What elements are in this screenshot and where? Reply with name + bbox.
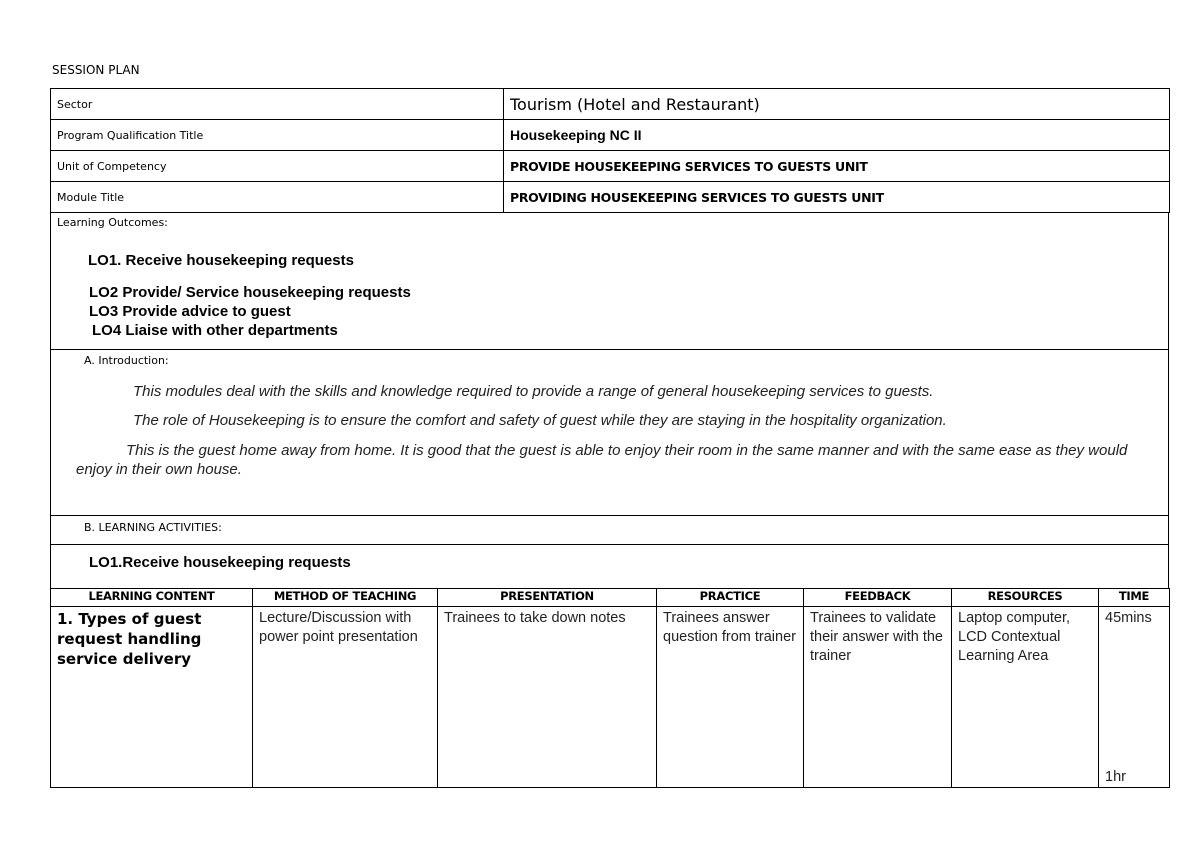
column-header: FEEDBACK (804, 589, 952, 607)
session-meta-table (50, 88, 1170, 213)
introduction-label: A. Introduction: (84, 354, 169, 367)
time-top: 45mins (1105, 610, 1152, 626)
sector-value: Tourism (Hotel and Restaurant) (504, 89, 1170, 120)
practice-cell: Trainees answer question from trainer (657, 607, 804, 788)
column-header: RESOURCES (952, 589, 1099, 607)
activities-header-row (51, 589, 1170, 607)
column-header: TIME (1099, 589, 1170, 607)
lo-item: LO2 Provide/ Service housekeeping requests (89, 284, 411, 301)
time-cell (1099, 607, 1170, 788)
unit-row (51, 151, 1170, 182)
learning-activities-label: B. LEARNING ACTIVITIES: (84, 521, 222, 534)
lo-item: LO4 Liaise with other departments (92, 322, 338, 339)
time-bottom: 1hr (1105, 769, 1126, 785)
table-row (51, 607, 1170, 788)
lo-heading: LO1.Receive housekeeping requests (89, 554, 351, 571)
introduction-paragraph: The role of Housekeeping is to ensure the comfort and safety of guest while they are staying in the hospitality organization. (133, 412, 947, 429)
qualification-value: Housekeeping NC II (504, 120, 1170, 151)
document-title: SESSION PLAN (52, 63, 140, 77)
module-row (51, 182, 1170, 213)
introduction-section (50, 349, 1169, 516)
lo-heading-row (50, 544, 1169, 588)
learning-activities-label-row (50, 514, 1169, 545)
column-header: PRESENTATION (438, 589, 657, 607)
resources-cell: Laptop computer, LCD Contextual Learning Area (952, 607, 1099, 788)
feedback-cell: Trainees to validate their answer with the trainer (804, 607, 952, 788)
lo-item: LO3 Provide advice to guest (89, 303, 291, 320)
lo-item: LO1. Receive housekeeping requests (88, 252, 354, 269)
introduction-paragraph: This is the guest home away from home. It is good that the guest is able to enjoy their room in the same manner and with the same ease as they would enjoy in their own house. (76, 442, 1128, 478)
introduction-paragraph: This modules deal with the skills and knowledge required to provide a range of general housekeeping services to guests. (133, 383, 934, 400)
learning-content-cell: 1. Types of guest request handling service delivery (51, 607, 253, 788)
sector-label: Sector (51, 89, 504, 120)
presentation-cell: Trainees to take down notes (438, 607, 657, 788)
sector-row (51, 89, 1170, 120)
learning-outcomes-label: Learning Outcomes: (57, 216, 168, 229)
learning-activities-table (50, 588, 1170, 788)
qualification-label: Program Qualification Title (51, 120, 504, 151)
column-header: PRACTICE (657, 589, 804, 607)
module-label: Module Title (51, 182, 504, 213)
column-header: LEARNING CONTENT (51, 589, 253, 607)
module-value: PROVIDING HOUSEKEEPING SERVICES TO GUESTS UNIT (504, 182, 1170, 213)
learning-outcomes-section (50, 212, 1169, 350)
column-header: METHOD OF TEACHING (253, 589, 438, 607)
unit-label: Unit of Competency (51, 151, 504, 182)
qualification-row (51, 120, 1170, 151)
unit-value: PROVIDE HOUSEKEEPING SERVICES TO GUESTS UNIT (504, 151, 1170, 182)
method-cell: Lecture/Discussion with power point presentation (253, 607, 438, 788)
